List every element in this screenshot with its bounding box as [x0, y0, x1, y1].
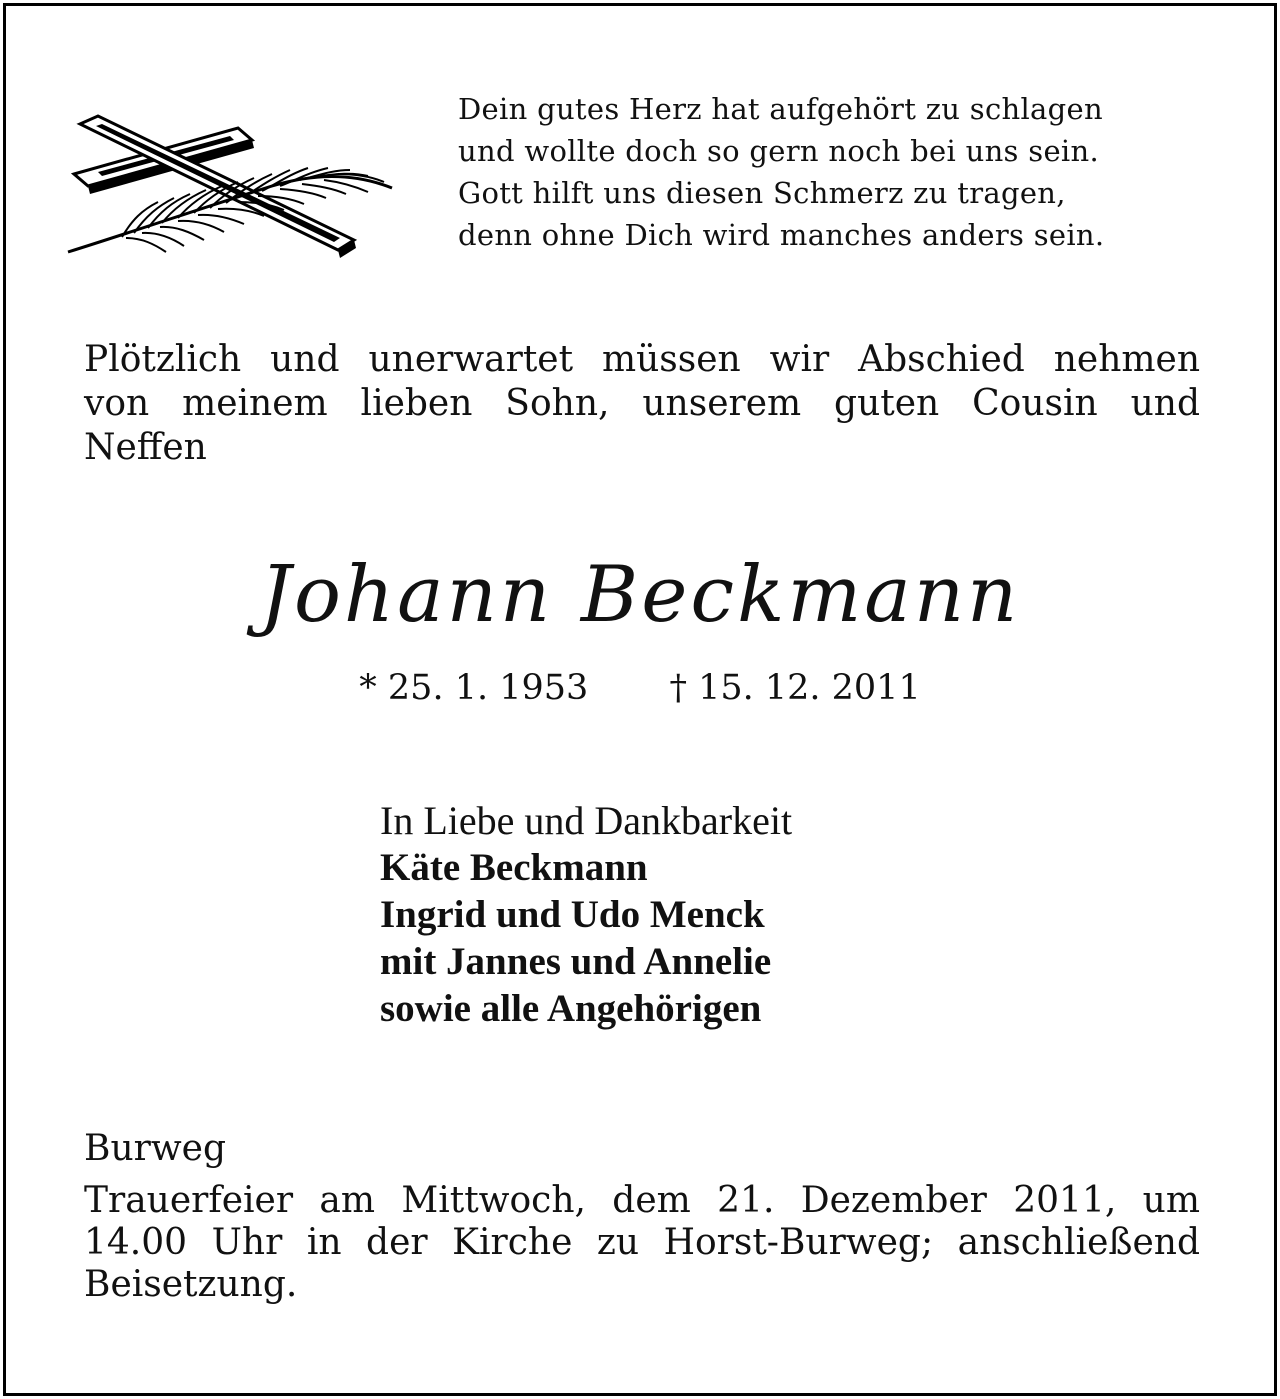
service-line: Trauerfeier am Mittwoch, dem 21. Dezember 2011, um — [84, 1180, 1200, 1221]
mourner-name: Käte Beckmann — [380, 846, 648, 889]
place-name: Burweg — [84, 1128, 227, 1169]
death-date: † 15. 12. 2011 — [669, 668, 921, 708]
poem-line: und wollte doch so gern noch bei uns sein. — [458, 134, 1099, 168]
intro-line: Plötzlich und unerwartet müssen wir Abschied nehmen — [84, 339, 1200, 380]
poem-line: denn ohne Dich wird manches anders sein. — [458, 218, 1105, 252]
service-line: 14.00 Uhr in der Kirche zu Horst-Burweg; anschließend — [84, 1222, 1200, 1263]
poem-verse — [458, 88, 1218, 256]
poem-line: Gott hilft uns diesen Schmerz zu tragen, — [458, 176, 1066, 210]
birth-date: * 25. 1. 1953 — [359, 668, 589, 708]
signoff-lead: In Liebe und Dankbarkeit — [380, 798, 793, 843]
service-details — [84, 1180, 1200, 1306]
intro-line: von meinem lieben Sohn, unserem guten Cousin und — [84, 383, 1200, 424]
mourner-name: Ingrid und Udo Menck — [380, 893, 765, 936]
mourners-block — [380, 798, 1080, 1032]
poem-line: Dein gutes Herz hat aufgehört zu schlagen — [458, 92, 1103, 126]
intro-line: Neffen — [84, 427, 207, 468]
deceased-name: Johann Beckmann — [259, 550, 1021, 640]
intro-paragraph — [84, 338, 1200, 470]
mourner-name: mit Jannes und Annelie — [380, 940, 772, 983]
mourner-name: sowie alle Angehörigen — [380, 987, 762, 1030]
life-dates — [0, 666, 1280, 710]
cross-with-palm-frond-icon — [62, 112, 402, 264]
service-line: Beisetzung. — [84, 1264, 298, 1305]
